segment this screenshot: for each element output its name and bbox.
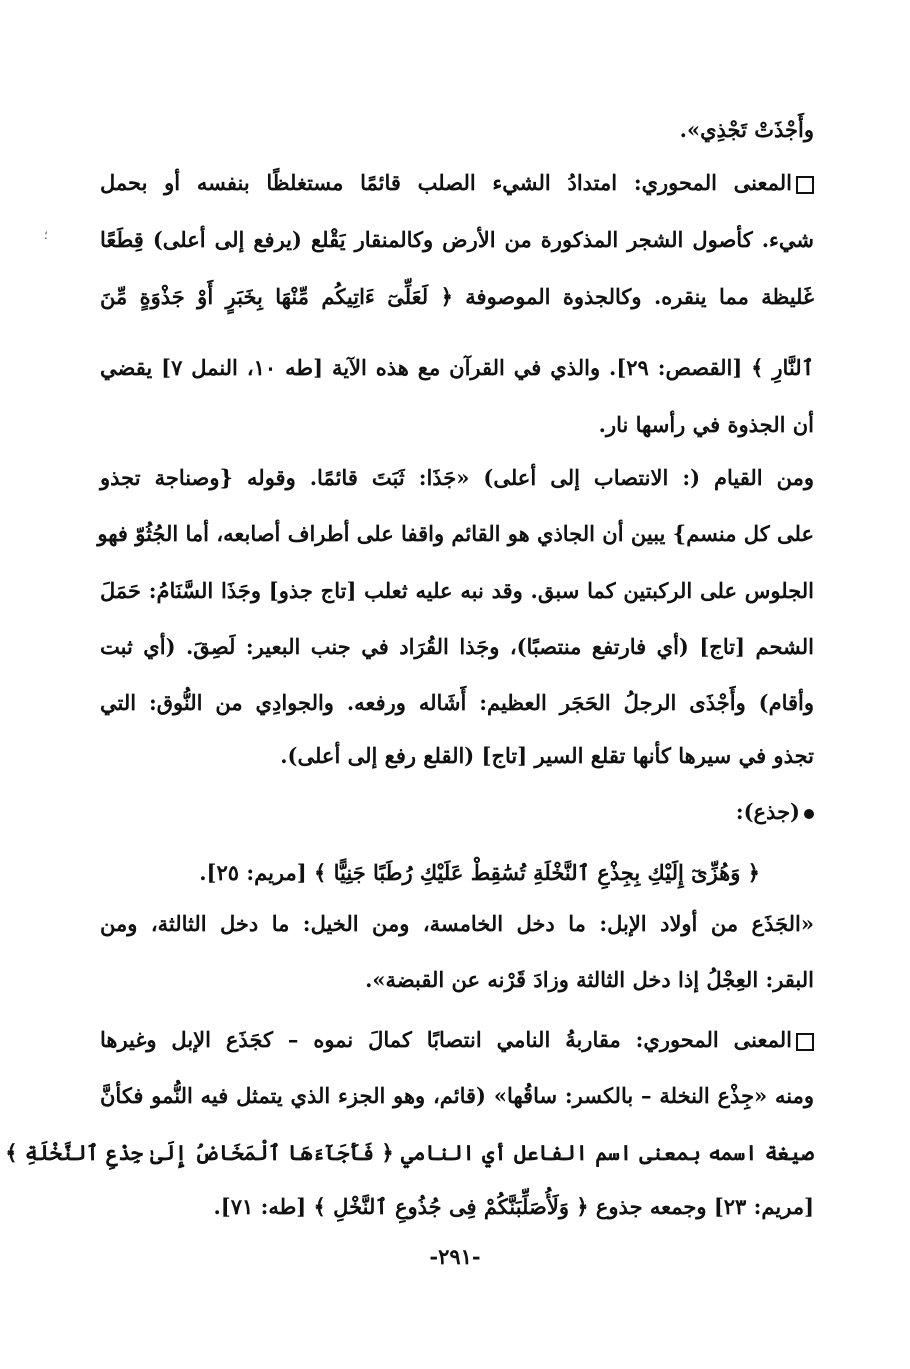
text-line xyxy=(97,514,814,554)
checkbox-square-icon xyxy=(796,176,814,194)
line-text: [مريم: ٢٣] وجمعه جذوع ﴿ وَلَأُصَلِّبَنَّكُمْ فِى جُذُوعِ ٱلنَّخْلِ ﴾ [طه: ٧١]. xyxy=(213,1194,814,1219)
text-line xyxy=(5,1133,814,1173)
page-number: -٢٩١- xyxy=(429,1244,481,1269)
line-text: المعنى المحوري: امتدادُ الشيء الصلب قائمًا مستغلظًا بنفسه أو بحمل xyxy=(100,170,792,195)
text-line xyxy=(100,163,814,203)
line-text: وأقام) وأَجْذَى الرجلُ الحَجَر العظيم: أَشَاله ورفعه. والجوادِي من النُّوق: التي xyxy=(100,690,814,715)
text-line xyxy=(100,110,814,150)
line-text: ومن القيام (: الانتصاب إلى أعلى) «جَذَا: ثَبَتَ قائمًا. وقوله {وصناجة تجذو xyxy=(100,465,814,490)
line-text: شيء. كأصول الشجر المذكورة من الأرض وكالمنقار يَقْلع (يرفع إلى أعلى) قِطَعًا xyxy=(100,227,814,252)
text-line xyxy=(100,571,814,611)
heading-text: (جذع): xyxy=(735,799,800,824)
line-text: البقر: العِجْلُ إذا دخل الثالثة وزادَ قَرْنه عن القبضة». xyxy=(365,967,814,992)
quran-verse-line xyxy=(100,853,760,893)
line-text: صيغة اسمه بمعنى اسم الفاعل أي النامي ﴿ فَأَجَآءَهَا ٱلْمَخَاضُ إِلَىٰ جِذْعِ ٱلنَّخْلَةِ ﴾ xyxy=(5,1140,814,1165)
line-text: الشحم [تاج] (أي فارتفع منتصبًا)، وجَذا القُرَاد في جنب البعير: لَصِقَ. (أي ثبت xyxy=(100,634,814,659)
text-line xyxy=(100,960,814,1000)
text-line xyxy=(100,348,814,388)
line-text: على كل منسم} يبين أن الجاذي هو القائم واقفا على أطراف أصابعه، أما الجُثُوّ فهو xyxy=(97,521,814,546)
text-line xyxy=(100,1187,814,1227)
line-text: المعنى المحوري: مقاربةُ النامي انتصابًا كمالَ نموه – كجَذَع الإبل وغيرها xyxy=(100,1027,792,1052)
line-text: «الجَذَع من أولاد الإبل: ما دخل الخامسة، ومن الخيل: ما دخل الثالثة، ومن xyxy=(100,911,814,936)
line-text: ومنه «جِذْع النخلة – بالكسر: ساقُها» (قائم، وهو الجزء الذي يتمثل فيه النُّمو فكأنَّ xyxy=(100,1083,814,1108)
checkbox-square-icon xyxy=(796,1033,814,1051)
line-text: وأَجْذَتْ تَجْذِي». xyxy=(679,117,814,142)
text-line xyxy=(100,904,814,944)
text-line xyxy=(100,405,814,445)
text-line xyxy=(100,627,814,667)
text-line xyxy=(100,683,814,723)
line-text: أن الجذوة في رأسها نار. xyxy=(598,412,814,437)
text-line xyxy=(100,736,814,776)
text-line xyxy=(100,458,814,498)
bullet-icon xyxy=(804,809,814,819)
line-text: تجذو في سيرها كأنها تقلع السير [تاج] (القلع رفع إلى أعلى). xyxy=(280,743,814,768)
line-text: الجلوس على الركبتين كما سبق. وقد نبه عليه ثعلب [تاج جذو] وجَذَا السَّنَامُ: حَمَلَ xyxy=(100,578,814,603)
text-line xyxy=(100,1020,814,1060)
section-heading xyxy=(100,792,814,832)
text-line xyxy=(100,1076,814,1116)
margin-mark: ؛ xyxy=(44,228,48,242)
line-text: ﴿ وَهُزِّىٓ إِلَيْكِ بِجِذْعِ ٱلنَّخْلَةِ تُسَٰقِطْ عَلَيْكِ رُطَبًا جَنِيًّا ﴾ [مريم: ٢٥]. xyxy=(199,860,760,885)
line-text: غَليظة مما ينقره. وكالجذوة الموصوفة ﴿ لَعَلِّىٓ ءَاتِيكُم مِّنْهَا بِخَبَرٍ أَوْ جَذْوَةٍ مِّنَ xyxy=(100,284,814,309)
line-text: ٱلنَّارِ ﴾ [القصص: ٢٩]. والذي في القرآن مع هذه الآية [طه ١٠، النمل ٧] يقضي xyxy=(100,355,814,380)
text-line xyxy=(100,277,814,317)
text-line xyxy=(100,220,814,260)
